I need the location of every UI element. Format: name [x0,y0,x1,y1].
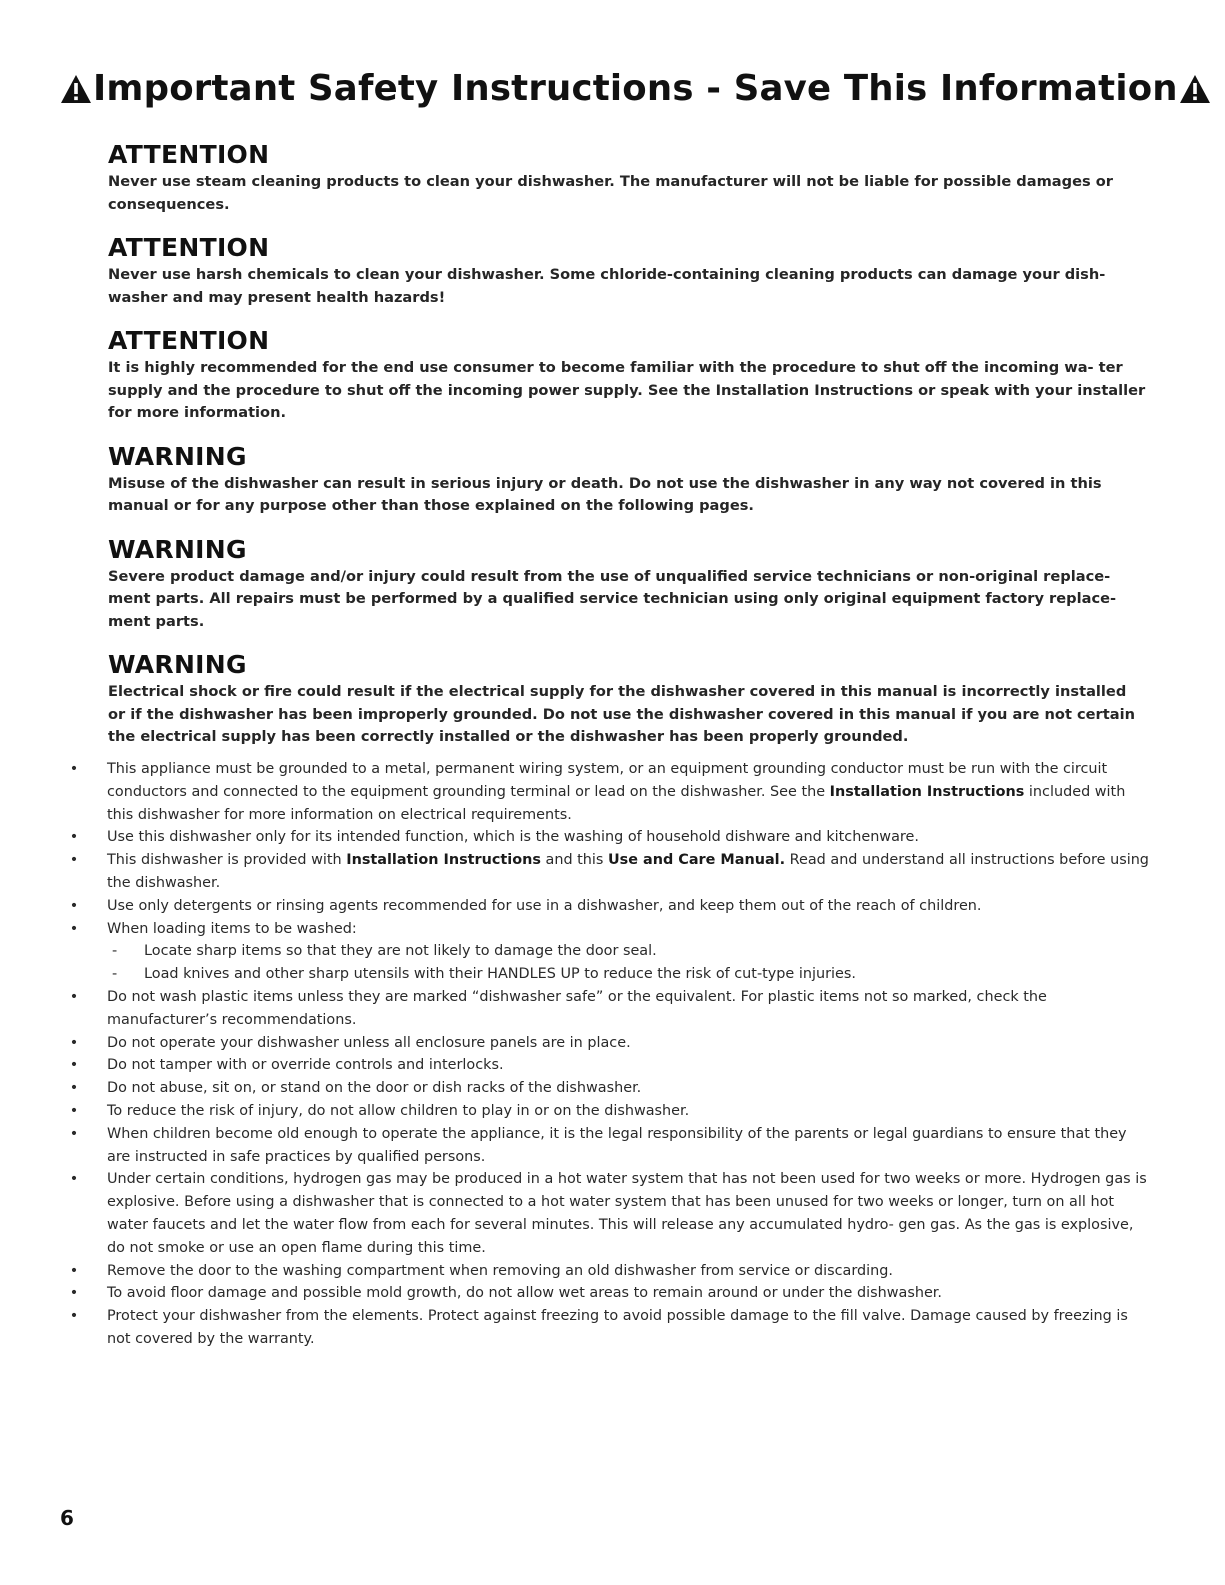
list-item-text: Locate sharp items so that they are not likely to damage the door seal. [144,943,657,960]
list-item-text: Read and understand all instructions before using the dishwasher. [107,852,1149,891]
notice-body: Never use steam cleaning products to clean your dishwasher. The manufacturer will not be liable for possible damages or consequences. [108,173,1113,213]
list-item [60,1100,1150,1123]
bullet-glyph: • [69,920,79,937]
notice-body: Never use harsh chemicals to clean your dishwasher. Some chloride-containing cleaning products can damage your dish- washer and may present health hazards! [108,266,1106,306]
bullet-glyph: • [69,1102,79,1119]
notice-body: It is highly recommended for the end use consumer to become familiar with the procedure to shut off the incoming wa- ter supply and the procedure to shut off the incoming power supply. See the Installation Instructions or speak with your installer for more information. [108,359,1146,421]
list-item-text: Protect your dishwasher from the elements. Protect against freezing to avoid possible damage to the fill valve. Damage caused by freezing is not covered by the warranty. [107,1308,1128,1347]
bullet-glyph: • [69,897,79,914]
title-text: Important Safety Instructions - Save This Information [93,68,1178,109]
list-item [60,1123,1150,1169]
page-title [60,68,1178,109]
notice-body: Severe product damage and/or injury could result from the use of unqualified service technicians or non-original replace- ment parts. All repairs must be performed by a qualified service technician using only original equipment factory replace- ment parts. [108,567,1117,630]
list-item [60,826,1150,849]
attention-notice [108,233,1148,309]
page-number: 6 [60,1506,74,1530]
notice-heading: ATTENTION [108,140,270,169]
list-item-text: Use only detergents or rinsing agents recommended for use in a dishwasher, and keep them out of the reach of children. [107,897,982,914]
sub-list-item [60,940,1150,963]
list-item-text: Remove the door to the washing compartment when removing an old dishwasher from service or discarding. [107,1262,893,1279]
warning-notice [108,442,1148,518]
warning-triangle-icon [60,74,92,104]
emphasis-text: Installation Instructions [346,852,541,869]
notice-heading: WARNING [108,441,247,471]
list-item-text: Use this dishwasher only for its intended function, which is the washing of household dishware and kitchenware. [107,829,919,846]
safety-bullet-list [60,758,1150,1351]
sub-list-item [60,963,1150,986]
emphasis-text: Installation Instructions [829,783,1025,800]
list-item [60,1168,1150,1259]
list-item [60,1077,1150,1100]
emphasis-text: Use and Care Manual. [608,852,786,869]
list-item-text: When children become old enough to operate the appliance, it is the legal responsibility of the parents or legal guardians to ensure that they are instructed in safe practices by qualified persons. [107,1125,1127,1165]
warning-notice [108,535,1148,634]
notice-heading: ATTENTION [108,233,270,262]
list-item-text: Do not abuse, sit on, or stand on the door or dish racks of the dishwasher. [107,1080,642,1097]
list-item [60,895,1150,918]
notice-heading: WARNING [108,534,247,564]
bullet-glyph: • [69,1171,79,1188]
list-item-text: Load knives and other sharp utensils with their HANDLES UP to reduce the risk of cut-type injuries. [144,966,856,983]
notice-heading: ATTENTION [108,326,270,355]
list-item [60,1282,1150,1305]
list-item [60,1054,1150,1077]
list-item-text: Do not wash plastic items unless they are marked “dishwasher safe” or the equivalent. For plastic items not so marked, check the manufacturer’s recommendations. [107,988,1047,1028]
bullet-glyph: • [69,852,79,869]
list-item [60,849,1150,895]
list-item-text: To avoid floor damage and possible mold growth, do not allow wet areas to remain around or under the dishwasher. [107,1285,942,1302]
list-item-text: To reduce the risk of injury, do not allow children to play in or on the dishwasher. [107,1102,690,1119]
list-item-text: Do not operate your dishwasher unless all enclosure panels are in place. [107,1034,631,1051]
list-item [60,758,1150,826]
list-item-text: Under certain conditions, hydrogen gas may be produced in a hot water system that has not been used for two weeks or more. Hydrogen gas is explosive. Before using a dishwasher that is connected to a hot water system that has been unused for two weeks or longer, turn on all hot water faucets and let the water flow from each for several minutes. This will release any accumulated hydro- gen gas. As the gas is explosive, do not smoke or use an open flame during this time. [107,1171,1147,1256]
bullet-glyph: • [69,988,79,1005]
list-item [60,1260,1150,1283]
bullet-glyph: • [69,1262,79,1279]
list-item [60,918,1150,941]
dash-glyph: - [112,966,118,983]
bullet-glyph: • [69,1057,79,1074]
notice-heading: WARNING [108,650,247,679]
bullet-glyph: • [69,1125,79,1142]
list-item-text: and this [540,852,608,869]
bullet-glyph: • [69,1285,79,1302]
list-item [60,986,1150,1032]
list-item-text: Do not tamper with or override controls and interlocks. [107,1057,504,1074]
notices-section [108,140,1148,766]
list-item-text: included with this dishwasher for more information on electrical requirements. [107,783,1126,823]
bullet-glyph: • [69,1080,79,1097]
list-item-text: When loading items to be washed: [107,920,357,937]
warning-notice [108,650,1148,749]
list-item-text: This appliance must be grounded to a metal, permanent wiring system, or an equipment grounding conductor must be run with the circuit conductors and connected to the equipment grounding terminal or lead on the dishwasher. See the [107,761,1108,800]
attention-notice [108,326,1148,425]
bullet-glyph: • [69,761,79,777]
warning-triangle-icon [1179,74,1211,104]
list-item [60,1305,1150,1351]
list-item [60,1032,1150,1055]
notice-body: Misuse of the dishwasher can result in serious injury or death. Do not use the dishwasher in any way not covered in this manual or for any purpose other than those explained on the following pages. [108,474,1102,514]
dash-glyph: - [112,943,118,960]
bullet-glyph: • [69,1308,79,1325]
bullet-glyph: • [69,1034,79,1051]
attention-notice [108,140,1148,216]
list-item-text: This dishwasher is provided with [107,852,347,869]
notice-body: Electrical shock or fire could result if the electrical supply for the dishwasher covered in this manual is incorrectly installed or if the dishwasher has been improperly grounded. Do not use the dishwasher covered in this manual if you are not certain the electrical supply has been correctly installed or the dishwasher has been properly grounded. [108,683,1135,745]
bullet-glyph: • [69,829,79,846]
